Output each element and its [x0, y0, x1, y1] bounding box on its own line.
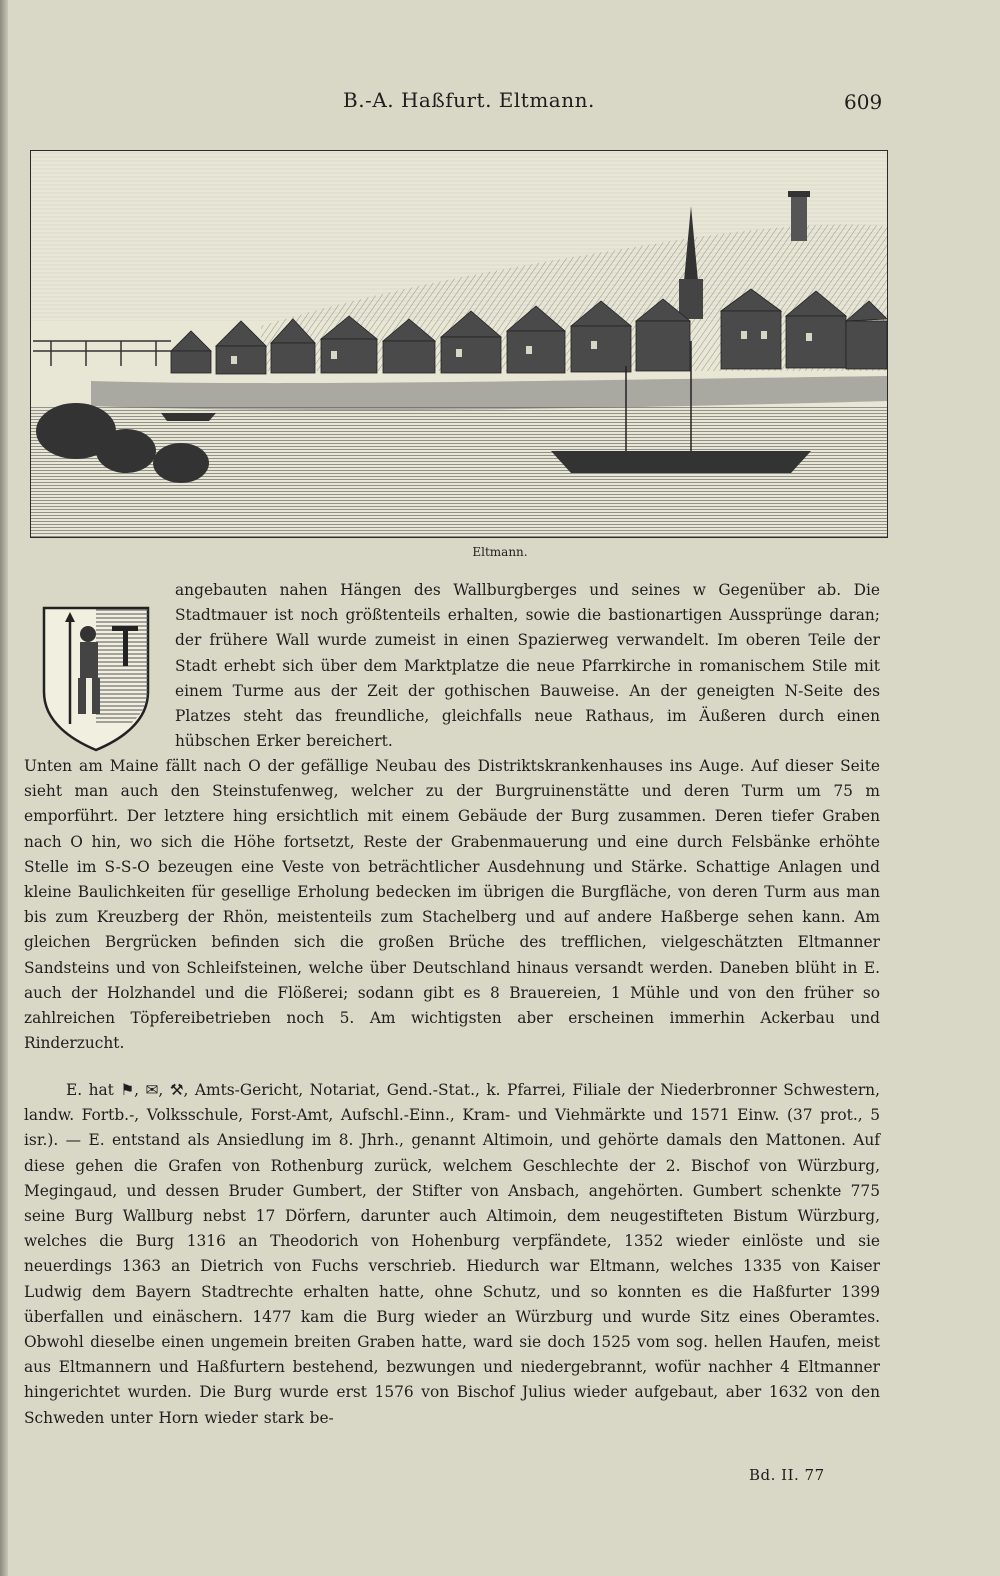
history-paragraph: E. hat ⚑, ✉, ⚒, Amts-Gericht, Notariat, Gend.-Stat., k. Pfarrei, Filiale der Niederbronner Schwestern, landw. Fortb.-, Volksschule, Forst-Amt, Aufschl.-Einn., Kram- und Viehmärkte und 1571 Einw. (37 prot., 5 isr.). — E. entstand als Ansiedlung im 8. Jhrh., genannt Altimoin, und gehörte damals den Mattonen. Auf diese gehen die Grafen von Rothenburg zurück, welchem Geschlechte der 2. Bischof von Würzburg, Megingaud, und dessen Bruder Gumbert, der Stifter von Ansbach, angehörten. Gumbert schenkte 775 seine Burg Wallburg nebst 17 Dörfern, darunter auch Altimoin, dem neugestifteten Bistum Würzburg, welches die Burg 1316 an Theodorich von Hohenburg verpfändete, 1352 wieder einlöste und sie neuerdings 1363 an Dietrich von Fuchs verschrieb. Hiedurch war Eltmann, welches 1335 von Kaiser Ludwig dem Bayern Stadtrechte erhalten hatte, ohne Schutz, und so konnten es die Haßfurter 1399 überfallen und einäschern. 1477 kam die Burg wieder an Würzburg und wurde Sitz eines Oberamtes. Obwohl dieselbe einen ungemein breiten Graben hatte, ward sie doch 1525 vom sog. hellen Haufen, meist aus Eltmannern und Haßfurtern bestehend, bezwungen und niedergebrannt, wofür nachher 4 Eltmanner hingerichtet wurden. Die Burg wurde erst 1576 von Bischof Julius wieder aufgebaut, aber 1632 von den Schweden unter Horn wieder stark be- — [24, 1081, 880, 1427]
engraving-illustration — [31, 151, 887, 537]
page-number: 609 — [844, 90, 883, 114]
coat-of-arms — [40, 604, 152, 754]
volume-signature: Bd. II. 77 — [749, 1466, 825, 1484]
coat-of-arms-shield-icon — [40, 604, 152, 754]
history-section — [24, 1078, 880, 1431]
page-edge — [0, 0, 8, 1576]
figure-caption: Eltmann. — [472, 545, 528, 559]
body-text-main: Unten am Maine fällt nach O der gefällige Neubau des Distriktskrankenhauses ins Auge. Auf dieser Seite sieht man auch den Steinstufenweg, welcher zu der Burgruinenstätte und deren Turm um 75 m emporführt. Der letztere hing ersichtlich mit einem Gebäude der Burg zusammen. Deren tiefer Graben nach O hin, wo sich die Höhe fortsetzt, Reste der Grabenmauerung und eine durch Felsbänke erhöhte Stelle im S-S-O bezeugen eine Veste von beträchtlicher Ausdehnung und Stärke. Schattige Anlagen und kleine Baulichkeiten für gesellige Erholung bedecken im übrigen die Burgfläche, von deren Turm aus man bis zum Kreuzberg der Rhön, meistenteils zum Stachelberg und auf andere Haßberge sehen kann. Am gleichen Bergrücken befinden sich die großen Brüche des trefflichen, vielgeschätzten Eltmanner Sandsteins und von Schleifsteinen, welche über Deutschland hinaus versandt werden. Daneben blüht in E. auch der Holzhandel und die Flößerei; sodann gibt es 8 Brauereien, 1 Mühle und von den früher so zahlreichen Töpfereibetrieben noch 5. Am wichtigsten aber erscheinen immerhin Ackerbau und Rinderzucht. — [24, 757, 880, 1053]
body-text-wrapped: angebauten nahen Hängen des Wallburgberges und seines w Gegenüber ab. Die Stadtmauer ist noch größtenteils erhalten, sowie die bastionartigen Aussprünge daran; der frühere Wall wurde zumeist in einen Spazierweg verwandelt. Im oberen Teile der Stadt erhebt sich über dem Marktplatze die neue Pfarrkirche in romanischem Stile mit einem Turme aus der Zeit der gothischen Bauweise. An der geneigten N-Seite des Platzes steht das freundliche, gleichfalls neue Rathaus, im Äußeren durch einen hübschen Erker bereichert. — [175, 581, 880, 751]
page-header — [0, 88, 1000, 118]
town-engraving — [30, 150, 888, 538]
running-title: B.-A. Haßfurt. Eltmann. — [343, 88, 595, 112]
